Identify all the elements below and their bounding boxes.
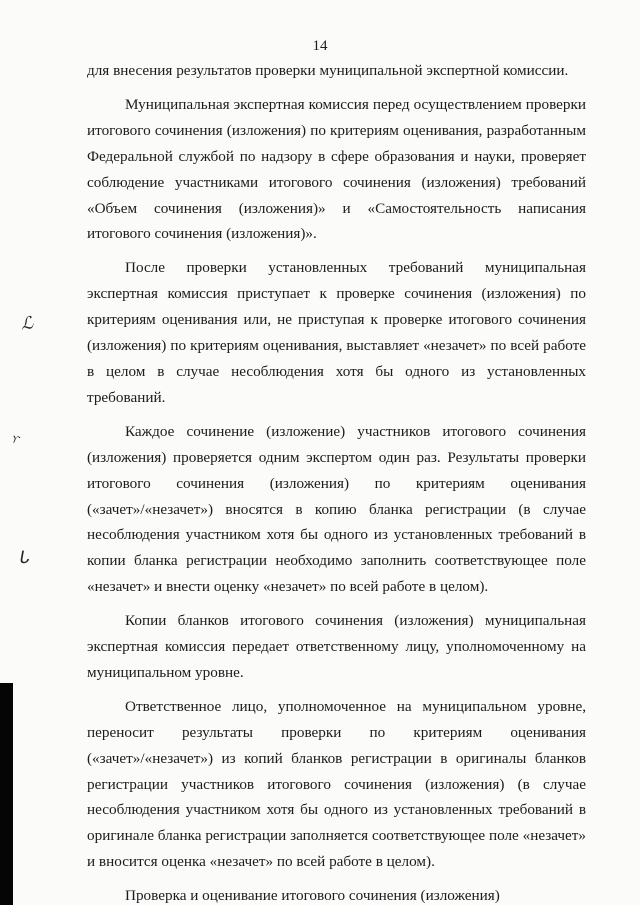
scan-edge-shadow [0, 683, 13, 905]
paragraph: Муниципальная экспертная комиссия перед осуществлением проверки итогового сочинения (изложения) по критериям оценивания, разработанным Федеральной службой по надзору в сфере образования и науки, проверяет соблюдение участниками итогового сочинения (изложения) требований «Объем сочинения (изложения)» и «Самостоятельность написания итогового сочинения (изложения)». [87, 95, 586, 243]
paragraph: Ответственное лицо, уполномоченное на муниципальном уровне, переносит результаты проверки по критериям оценивания («зачет»/«незачет») из копий бланков регистрации в оригиналы бланков регистрации участников итогового сочинения (изложения) (в случае несоблюдения участником хотя бы одного из установленных требований в оригинале бланка регистрации заполняется соответствующее поле «незачет» и вносится оценка «незачет» по всей работе в целом). [87, 697, 586, 871]
document-body [87, 58, 586, 905]
paragraph: Копии бланков итогового сочинения (изложения) муниципальная экспертная комиссия передает ответственному лицу, уполномоченному на муниципальном уровне. [87, 612, 586, 681]
page-number: 14 [312, 38, 328, 54]
paragraph: После проверки установленных требований муниципальная экспертная комиссия приступает к проверке сочинения (изложения) по критериям оценивания или, не приступая к проверке итогового сочинения (изложения) по критериям оценивания, выставляет «незачет» по всей работе в целом в случае несоблюдения хотя бы одного из установленных требований. [87, 259, 586, 406]
handwritten-margin-mark: ⲩ· [11, 430, 22, 445]
paragraph: Проверка и оценивание итогового сочинения (изложения) [125, 887, 500, 905]
handwritten-margin-mark: ᒐ [17, 547, 30, 569]
paragraph: для внесения результатов проверки муниципальной экспертной комиссии. [87, 62, 569, 79]
paragraph: Каждое сочинение (изложение) участников итогового сочинения (изложения) проверяется одним экспертом один раз. Результаты проверки итогового сочинения (изложения) по критериям оценивания («зачет»/«незачет») вносятся в копию бланка регистрации (в случае несоблюдения участником хотя бы одного из установленных требований в копии бланка регистрации необходимо заполнить соответствующее поле «незачет» и внести оценку «незачет» по всей работе в целом). [87, 422, 586, 596]
handwritten-margin-mark: ℒ [19, 313, 35, 335]
